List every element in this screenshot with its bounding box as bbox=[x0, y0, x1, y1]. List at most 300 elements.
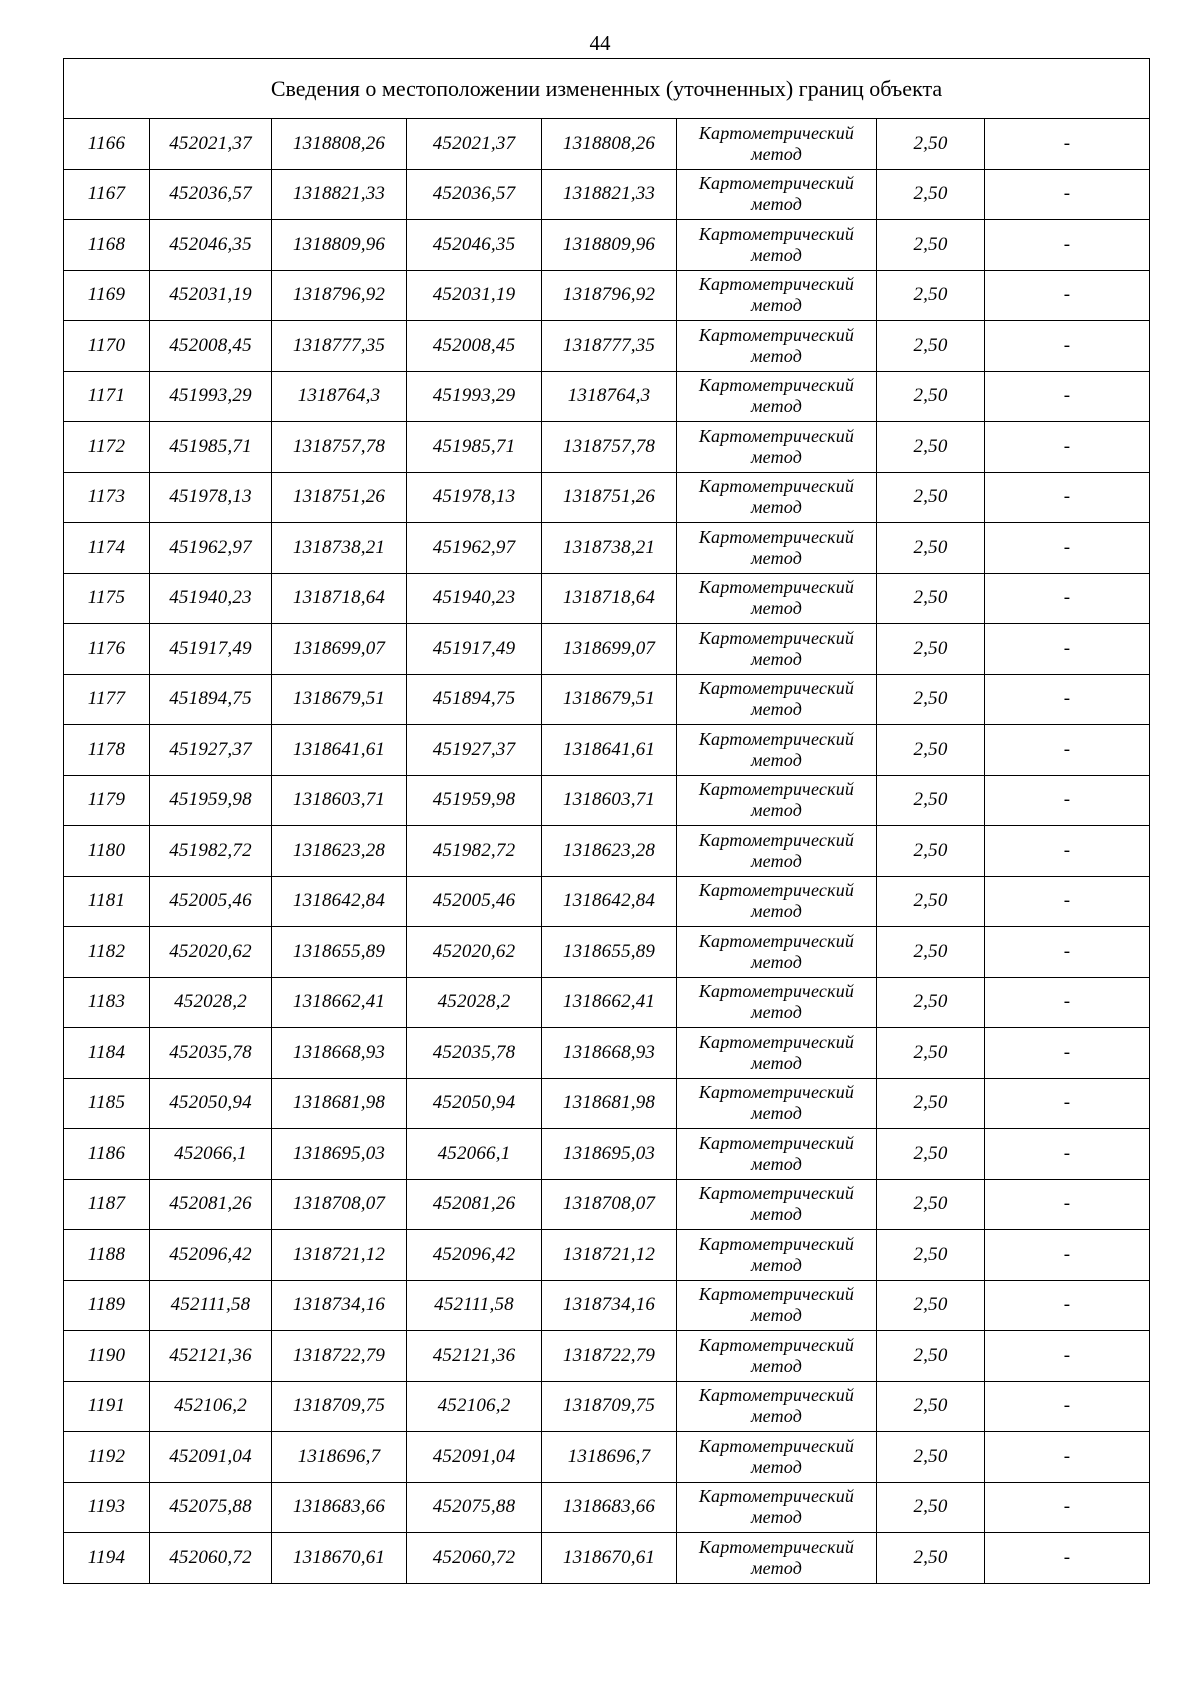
existing-y-cell: 1318722,79 bbox=[272, 1331, 407, 1382]
refined-x-cell: 451927,37 bbox=[407, 725, 542, 776]
existing-y-cell: 1318679,51 bbox=[272, 674, 407, 725]
existing-x-cell: 452066,1 bbox=[150, 1129, 272, 1180]
note-cell: - bbox=[985, 927, 1150, 978]
refined-y-cell: 1318709,75 bbox=[542, 1381, 677, 1432]
accuracy-cell: 2,50 bbox=[877, 119, 985, 170]
point-number-cell: 1186 bbox=[64, 1129, 150, 1180]
point-number-cell: 1183 bbox=[64, 977, 150, 1028]
refined-x-cell: 452005,46 bbox=[407, 876, 542, 927]
note-cell: - bbox=[985, 1533, 1150, 1584]
method-line-2: метод bbox=[750, 648, 803, 669]
accuracy-cell: 2,50 bbox=[877, 624, 985, 675]
note-cell: - bbox=[985, 1280, 1150, 1331]
accuracy-cell: 2,50 bbox=[877, 927, 985, 978]
existing-x-cell: 451959,98 bbox=[150, 775, 272, 826]
note-cell: - bbox=[985, 674, 1150, 725]
accuracy-cell: 2,50 bbox=[877, 1533, 985, 1584]
existing-y-cell: 1318681,98 bbox=[272, 1078, 407, 1129]
existing-y-cell: 1318808,26 bbox=[272, 119, 407, 170]
point-number-cell: 1188 bbox=[64, 1230, 150, 1281]
method-line-2: метод bbox=[750, 1103, 803, 1124]
refined-y-cell: 1318679,51 bbox=[542, 674, 677, 725]
accuracy-cell: 2,50 bbox=[877, 725, 985, 776]
note-cell: - bbox=[985, 371, 1150, 422]
method-line-2: метод bbox=[750, 850, 803, 871]
accuracy-cell: 2,50 bbox=[877, 472, 985, 523]
table-row bbox=[64, 169, 1150, 220]
refined-y-cell: 1318655,89 bbox=[542, 927, 677, 978]
table-row bbox=[64, 1179, 1150, 1230]
accuracy-cell: 2,50 bbox=[877, 674, 985, 725]
method-line-1: Картометрический bbox=[698, 223, 855, 244]
method-line-1: Картометрический bbox=[698, 1334, 855, 1355]
method-line-2: метод bbox=[750, 749, 803, 770]
accuracy-cell: 2,50 bbox=[877, 523, 985, 574]
point-number-cell: 1180 bbox=[64, 826, 150, 877]
existing-y-cell: 1318796,92 bbox=[272, 270, 407, 321]
existing-x-cell: 452060,72 bbox=[150, 1533, 272, 1584]
refined-y-cell: 1318764,3 bbox=[542, 371, 677, 422]
note-cell: - bbox=[985, 321, 1150, 372]
existing-x-cell: 452075,88 bbox=[150, 1482, 272, 1533]
existing-y-cell: 1318699,07 bbox=[272, 624, 407, 675]
refined-y-cell: 1318683,66 bbox=[542, 1482, 677, 1533]
note-cell: - bbox=[985, 573, 1150, 624]
existing-y-cell: 1318809,96 bbox=[272, 220, 407, 271]
method-line-1: Картометрический bbox=[698, 930, 855, 951]
existing-y-cell: 1318708,07 bbox=[272, 1179, 407, 1230]
point-number-cell: 1193 bbox=[64, 1482, 150, 1533]
table-row bbox=[64, 826, 1150, 877]
existing-y-cell: 1318721,12 bbox=[272, 1230, 407, 1281]
existing-y-cell: 1318751,26 bbox=[272, 472, 407, 523]
table-row bbox=[64, 775, 1150, 826]
table-row bbox=[64, 1129, 1150, 1180]
method-line-2: метод bbox=[750, 194, 803, 215]
method-cell bbox=[677, 422, 877, 473]
method-line-2: метод bbox=[750, 396, 803, 417]
refined-y-cell: 1318642,84 bbox=[542, 876, 677, 927]
existing-x-cell: 452005,46 bbox=[150, 876, 272, 927]
point-number-cell: 1187 bbox=[64, 1179, 150, 1230]
accuracy-cell: 2,50 bbox=[877, 775, 985, 826]
refined-x-cell: 452035,78 bbox=[407, 1028, 542, 1079]
method-cell bbox=[677, 826, 877, 877]
existing-y-cell: 1318821,33 bbox=[272, 169, 407, 220]
refined-y-cell: 1318777,35 bbox=[542, 321, 677, 372]
table-row bbox=[64, 1280, 1150, 1331]
refined-y-cell: 1318681,98 bbox=[542, 1078, 677, 1129]
method-cell bbox=[677, 523, 877, 574]
existing-y-cell: 1318718,64 bbox=[272, 573, 407, 624]
method-line-1: Картометрический bbox=[698, 1132, 855, 1153]
note-cell: - bbox=[985, 169, 1150, 220]
method-cell bbox=[677, 775, 877, 826]
refined-x-cell: 451982,72 bbox=[407, 826, 542, 877]
point-number-cell: 1191 bbox=[64, 1381, 150, 1432]
table-row bbox=[64, 725, 1150, 776]
existing-y-cell: 1318641,61 bbox=[272, 725, 407, 776]
existing-x-cell: 451985,71 bbox=[150, 422, 272, 473]
method-cell bbox=[677, 371, 877, 422]
table-row bbox=[64, 523, 1150, 574]
method-line-2: метод bbox=[750, 1557, 803, 1578]
existing-y-cell: 1318738,21 bbox=[272, 523, 407, 574]
existing-y-cell: 1318623,28 bbox=[272, 826, 407, 877]
note-cell: - bbox=[985, 826, 1150, 877]
table-row bbox=[64, 1028, 1150, 1079]
existing-y-cell: 1318668,93 bbox=[272, 1028, 407, 1079]
accuracy-cell: 2,50 bbox=[877, 1028, 985, 1079]
method-line-2: метод bbox=[750, 295, 803, 316]
accuracy-cell: 2,50 bbox=[877, 1179, 985, 1230]
existing-x-cell: 452008,45 bbox=[150, 321, 272, 372]
method-line-1: Картометрический bbox=[698, 425, 855, 446]
accuracy-cell: 2,50 bbox=[877, 422, 985, 473]
note-cell: - bbox=[985, 624, 1150, 675]
existing-x-cell: 452121,36 bbox=[150, 1331, 272, 1382]
method-line-2: метод bbox=[750, 143, 803, 164]
refined-y-cell: 1318662,41 bbox=[542, 977, 677, 1028]
method-line-1: Картометрический bbox=[698, 1183, 855, 1204]
existing-x-cell: 451927,37 bbox=[150, 725, 272, 776]
method-line-1: Картометрический bbox=[698, 1284, 855, 1305]
method-cell bbox=[677, 1078, 877, 1129]
method-line-1: Картометрический bbox=[698, 173, 855, 194]
existing-x-cell: 452096,42 bbox=[150, 1230, 272, 1281]
method-cell bbox=[677, 220, 877, 271]
existing-x-cell: 452028,2 bbox=[150, 977, 272, 1028]
accuracy-cell: 2,50 bbox=[877, 371, 985, 422]
note-cell: - bbox=[985, 775, 1150, 826]
note-cell: - bbox=[985, 1331, 1150, 1382]
point-number-cell: 1172 bbox=[64, 422, 150, 473]
method-line-1: Картометрический bbox=[698, 880, 855, 901]
method-cell bbox=[677, 573, 877, 624]
refined-y-cell: 1318808,26 bbox=[542, 119, 677, 170]
refined-y-cell: 1318695,03 bbox=[542, 1129, 677, 1180]
method-line-2: метод bbox=[750, 446, 803, 467]
note-cell: - bbox=[985, 1179, 1150, 1230]
point-number-cell: 1178 bbox=[64, 725, 150, 776]
accuracy-cell: 2,50 bbox=[877, 1432, 985, 1483]
refined-y-cell: 1318699,07 bbox=[542, 624, 677, 675]
point-number-cell: 1171 bbox=[64, 371, 150, 422]
refined-x-cell: 452096,42 bbox=[407, 1230, 542, 1281]
existing-y-cell: 1318603,71 bbox=[272, 775, 407, 826]
existing-y-cell: 1318642,84 bbox=[272, 876, 407, 927]
point-number-cell: 1185 bbox=[64, 1078, 150, 1129]
refined-y-cell: 1318721,12 bbox=[542, 1230, 677, 1281]
existing-y-cell: 1318734,16 bbox=[272, 1280, 407, 1331]
method-line-1: Картометрический bbox=[698, 1082, 855, 1103]
method-line-1: Картометрический bbox=[698, 274, 855, 295]
point-number-cell: 1189 bbox=[64, 1280, 150, 1331]
method-line-1: Картометрический bbox=[698, 981, 855, 1002]
refined-x-cell: 452081,26 bbox=[407, 1179, 542, 1230]
method-line-2: метод bbox=[750, 345, 803, 366]
method-cell bbox=[677, 927, 877, 978]
table-row bbox=[64, 270, 1150, 321]
refined-x-cell: 452106,2 bbox=[407, 1381, 542, 1432]
method-cell bbox=[677, 1129, 877, 1180]
method-line-2: метод bbox=[750, 951, 803, 972]
method-cell bbox=[677, 674, 877, 725]
table-row bbox=[64, 1533, 1150, 1584]
existing-x-cell: 452091,04 bbox=[150, 1432, 272, 1483]
point-number-cell: 1167 bbox=[64, 169, 150, 220]
accuracy-cell: 2,50 bbox=[877, 1078, 985, 1129]
refined-x-cell: 451978,13 bbox=[407, 472, 542, 523]
method-cell bbox=[677, 1482, 877, 1533]
refined-y-cell: 1318722,79 bbox=[542, 1331, 677, 1382]
method-line-1: Картометрический bbox=[698, 476, 855, 497]
method-line-2: метод bbox=[750, 244, 803, 265]
method-cell bbox=[677, 1280, 877, 1331]
refined-x-cell: 451962,97 bbox=[407, 523, 542, 574]
table-row bbox=[64, 624, 1150, 675]
method-cell bbox=[677, 270, 877, 321]
accuracy-cell: 2,50 bbox=[877, 977, 985, 1028]
table-row bbox=[64, 1482, 1150, 1533]
method-line-1: Картометрический bbox=[698, 324, 855, 345]
accuracy-cell: 2,50 bbox=[877, 876, 985, 927]
point-number-cell: 1169 bbox=[64, 270, 150, 321]
method-cell bbox=[677, 321, 877, 372]
method-line-1: Картометрический bbox=[698, 1233, 855, 1254]
table-row bbox=[64, 1230, 1150, 1281]
method-cell bbox=[677, 1432, 877, 1483]
note-cell: - bbox=[985, 725, 1150, 776]
point-number-cell: 1176 bbox=[64, 624, 150, 675]
refined-y-cell: 1318796,92 bbox=[542, 270, 677, 321]
method-cell bbox=[677, 725, 877, 776]
refined-x-cell: 452031,19 bbox=[407, 270, 542, 321]
existing-x-cell: 452050,94 bbox=[150, 1078, 272, 1129]
method-line-2: метод bbox=[750, 1355, 803, 1376]
existing-x-cell: 452046,35 bbox=[150, 220, 272, 271]
method-line-2: метод bbox=[750, 497, 803, 518]
point-number-cell: 1173 bbox=[64, 472, 150, 523]
refined-x-cell: 451917,49 bbox=[407, 624, 542, 675]
refined-x-cell: 451985,71 bbox=[407, 422, 542, 473]
table-row bbox=[64, 1331, 1150, 1382]
method-line-2: метод bbox=[750, 699, 803, 720]
point-number-cell: 1194 bbox=[64, 1533, 150, 1584]
refined-x-cell: 452008,45 bbox=[407, 321, 542, 372]
method-line-1: Картометрический bbox=[698, 678, 855, 699]
method-cell bbox=[677, 472, 877, 523]
existing-y-cell: 1318662,41 bbox=[272, 977, 407, 1028]
note-cell: - bbox=[985, 1432, 1150, 1483]
existing-x-cell: 451993,29 bbox=[150, 371, 272, 422]
refined-y-cell: 1318603,71 bbox=[542, 775, 677, 826]
existing-y-cell: 1318695,03 bbox=[272, 1129, 407, 1180]
method-line-2: метод bbox=[750, 901, 803, 922]
accuracy-cell: 2,50 bbox=[877, 1280, 985, 1331]
point-number-cell: 1177 bbox=[64, 674, 150, 725]
table-row bbox=[64, 371, 1150, 422]
refined-x-cell: 452028,2 bbox=[407, 977, 542, 1028]
refined-y-cell: 1318623,28 bbox=[542, 826, 677, 877]
table-row bbox=[64, 321, 1150, 372]
method-line-2: метод bbox=[750, 1052, 803, 1073]
accuracy-cell: 2,50 bbox=[877, 573, 985, 624]
point-number-cell: 1181 bbox=[64, 876, 150, 927]
refined-y-cell: 1318821,33 bbox=[542, 169, 677, 220]
existing-y-cell: 1318709,75 bbox=[272, 1381, 407, 1432]
note-cell: - bbox=[985, 523, 1150, 574]
note-cell: - bbox=[985, 220, 1150, 271]
refined-x-cell: 451940,23 bbox=[407, 573, 542, 624]
existing-x-cell: 452081,26 bbox=[150, 1179, 272, 1230]
point-number-cell: 1168 bbox=[64, 220, 150, 271]
table-row bbox=[64, 573, 1150, 624]
method-line-2: метод bbox=[750, 1507, 803, 1528]
refined-y-cell: 1318708,07 bbox=[542, 1179, 677, 1230]
accuracy-cell: 2,50 bbox=[877, 270, 985, 321]
method-line-1: Картометрический bbox=[698, 1031, 855, 1052]
table-row bbox=[64, 674, 1150, 725]
method-line-2: метод bbox=[750, 1002, 803, 1023]
refined-y-cell: 1318757,78 bbox=[542, 422, 677, 473]
refined-y-cell: 1318670,61 bbox=[542, 1533, 677, 1584]
refined-y-cell: 1318641,61 bbox=[542, 725, 677, 776]
point-number-cell: 1182 bbox=[64, 927, 150, 978]
method-line-2: метод bbox=[750, 547, 803, 568]
method-line-1: Картометрический bbox=[698, 122, 855, 143]
method-line-1: Картометрический bbox=[698, 577, 855, 598]
refined-x-cell: 451959,98 bbox=[407, 775, 542, 826]
method-cell bbox=[677, 876, 877, 927]
existing-x-cell: 451978,13 bbox=[150, 472, 272, 523]
existing-y-cell: 1318696,7 bbox=[272, 1432, 407, 1483]
method-line-2: метод bbox=[750, 1254, 803, 1275]
existing-x-cell: 452111,58 bbox=[150, 1280, 272, 1331]
method-line-1: Картометрический bbox=[698, 779, 855, 800]
refined-x-cell: 452075,88 bbox=[407, 1482, 542, 1533]
point-number-cell: 1190 bbox=[64, 1331, 150, 1382]
method-line-1: Картометрический bbox=[698, 829, 855, 850]
existing-x-cell: 451940,23 bbox=[150, 573, 272, 624]
note-cell: - bbox=[985, 1381, 1150, 1432]
table-row bbox=[64, 220, 1150, 271]
refined-x-cell: 452050,94 bbox=[407, 1078, 542, 1129]
accuracy-cell: 2,50 bbox=[877, 220, 985, 271]
accuracy-cell: 2,50 bbox=[877, 1230, 985, 1281]
method-cell bbox=[677, 1331, 877, 1382]
method-line-1: Картометрический bbox=[698, 1536, 855, 1557]
method-cell bbox=[677, 169, 877, 220]
note-cell: - bbox=[985, 422, 1150, 473]
refined-y-cell: 1318809,96 bbox=[542, 220, 677, 271]
table-row bbox=[64, 1432, 1150, 1483]
existing-x-cell: 451894,75 bbox=[150, 674, 272, 725]
refined-x-cell: 452066,1 bbox=[407, 1129, 542, 1180]
refined-y-cell: 1318734,16 bbox=[542, 1280, 677, 1331]
existing-y-cell: 1318655,89 bbox=[272, 927, 407, 978]
accuracy-cell: 2,50 bbox=[877, 1482, 985, 1533]
existing-x-cell: 452031,19 bbox=[150, 270, 272, 321]
existing-y-cell: 1318670,61 bbox=[272, 1533, 407, 1584]
method-line-1: Картометрический bbox=[698, 728, 855, 749]
note-cell: - bbox=[985, 472, 1150, 523]
refined-y-cell: 1318668,93 bbox=[542, 1028, 677, 1079]
point-number-cell: 1184 bbox=[64, 1028, 150, 1079]
note-cell: - bbox=[985, 1129, 1150, 1180]
table-row bbox=[64, 472, 1150, 523]
refined-y-cell: 1318718,64 bbox=[542, 573, 677, 624]
existing-x-cell: 452036,57 bbox=[150, 169, 272, 220]
table-row bbox=[64, 1078, 1150, 1129]
method-line-1: Картометрический bbox=[698, 1486, 855, 1507]
method-cell bbox=[677, 1028, 877, 1079]
existing-x-cell: 452021,37 bbox=[150, 119, 272, 170]
note-cell: - bbox=[985, 1078, 1150, 1129]
table-row bbox=[64, 977, 1150, 1028]
accuracy-cell: 2,50 bbox=[877, 169, 985, 220]
refined-x-cell: 452046,35 bbox=[407, 220, 542, 271]
refined-x-cell: 452060,72 bbox=[407, 1533, 542, 1584]
refined-x-cell: 452111,58 bbox=[407, 1280, 542, 1331]
accuracy-cell: 2,50 bbox=[877, 1129, 985, 1180]
refined-x-cell: 452091,04 bbox=[407, 1432, 542, 1483]
method-cell bbox=[677, 1230, 877, 1281]
method-line-1: Картометрический bbox=[698, 627, 855, 648]
table-row bbox=[64, 422, 1150, 473]
note-cell: - bbox=[985, 876, 1150, 927]
existing-x-cell: 452106,2 bbox=[150, 1381, 272, 1432]
method-line-2: метод bbox=[750, 800, 803, 821]
accuracy-cell: 2,50 bbox=[877, 1331, 985, 1382]
table-row bbox=[64, 927, 1150, 978]
refined-y-cell: 1318751,26 bbox=[542, 472, 677, 523]
existing-y-cell: 1318764,3 bbox=[272, 371, 407, 422]
existing-x-cell: 452020,62 bbox=[150, 927, 272, 978]
refined-x-cell: 451993,29 bbox=[407, 371, 542, 422]
method-line-2: метод bbox=[750, 1456, 803, 1477]
table-title: Сведения о местоположении измененных (уточненных) границ объекта bbox=[64, 59, 1150, 119]
note-cell: - bbox=[985, 1482, 1150, 1533]
table-row bbox=[64, 1381, 1150, 1432]
accuracy-cell: 2,50 bbox=[877, 321, 985, 372]
point-number-cell: 1166 bbox=[64, 119, 150, 170]
existing-y-cell: 1318777,35 bbox=[272, 321, 407, 372]
existing-x-cell: 451917,49 bbox=[150, 624, 272, 675]
accuracy-cell: 2,50 bbox=[877, 1381, 985, 1432]
method-cell bbox=[677, 1533, 877, 1584]
refined-y-cell: 1318696,7 bbox=[542, 1432, 677, 1483]
point-number-cell: 1175 bbox=[64, 573, 150, 624]
existing-x-cell: 451962,97 bbox=[150, 523, 272, 574]
method-cell bbox=[677, 624, 877, 675]
method-line-1: Картометрический bbox=[698, 1385, 855, 1406]
note-cell: - bbox=[985, 1230, 1150, 1281]
method-line-2: метод bbox=[750, 1153, 803, 1174]
point-number-cell: 1179 bbox=[64, 775, 150, 826]
point-number-cell: 1170 bbox=[64, 321, 150, 372]
refined-x-cell: 452036,57 bbox=[407, 169, 542, 220]
existing-x-cell: 451982,72 bbox=[150, 826, 272, 877]
existing-x-cell: 452035,78 bbox=[150, 1028, 272, 1079]
method-cell bbox=[677, 1381, 877, 1432]
method-line-2: метод bbox=[750, 598, 803, 619]
refined-x-cell: 451894,75 bbox=[407, 674, 542, 725]
method-line-2: метод bbox=[750, 1305, 803, 1326]
method-line-2: метод bbox=[750, 1406, 803, 1427]
note-cell: - bbox=[985, 1028, 1150, 1079]
note-cell: - bbox=[985, 977, 1150, 1028]
